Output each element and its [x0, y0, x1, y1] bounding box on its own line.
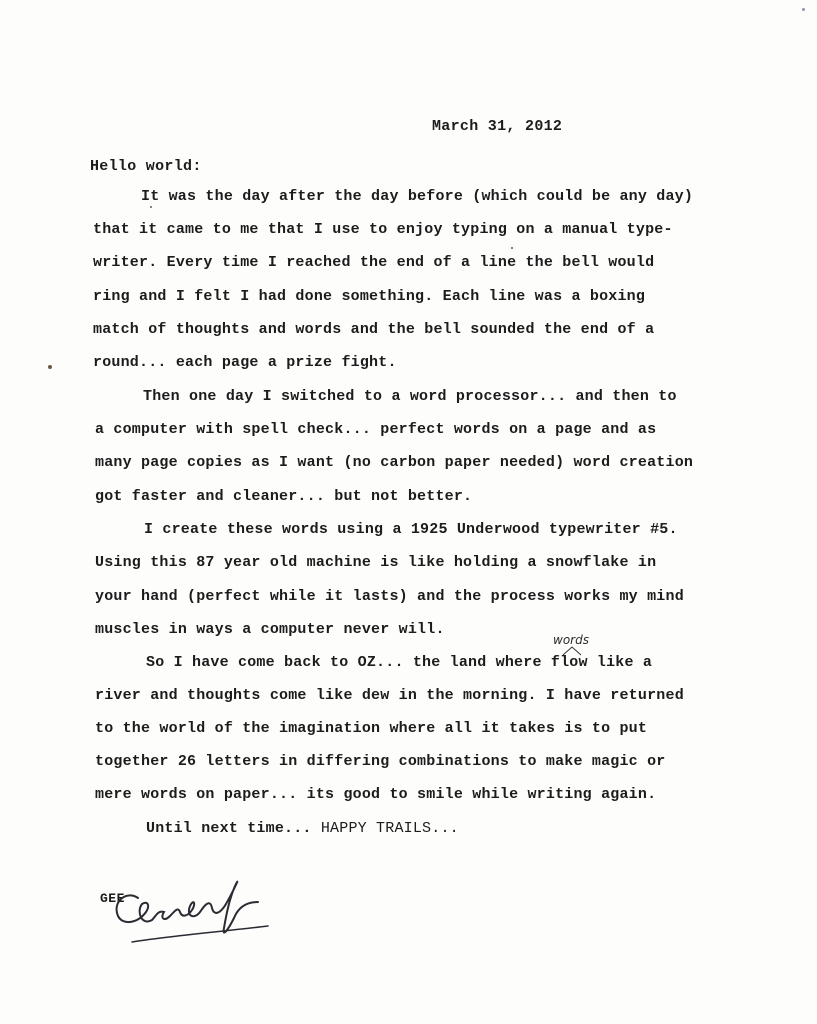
closing-line	[146, 820, 459, 837]
text-line: to the world of the imagination where all it takes is to put	[95, 720, 648, 737]
paper-speck	[511, 247, 513, 249]
text-line: muscles in ways a computer never will.	[95, 621, 445, 638]
closing-lead: Until next time...	[146, 820, 312, 837]
text-line: So I have come back to OZ... the land where flow like a	[146, 654, 653, 671]
handwritten-signature	[108, 868, 278, 958]
text-line: ring and I felt I had done something. Each line was a boxing	[93, 288, 646, 305]
text-line: that it came to me that I use to enjoy typing on a manual type-	[93, 221, 673, 238]
text-line: match of thoughts and words and the bell sounded the end of a	[93, 321, 655, 338]
text-line: together 26 letters in differing combinations to make magic or	[95, 753, 666, 770]
text-line: a computer with spell check... perfect words on a page and as	[95, 421, 657, 438]
text-line: mere words on paper... its good to smile while writing again.	[95, 786, 657, 803]
paper-speck	[802, 8, 805, 11]
text-line: Using this 87 year old machine is like holding a snowflake in	[95, 554, 657, 571]
text-line: It was the day after the day before (which could be any day)	[141, 188, 694, 205]
text-line: many page copies as I want (no carbon paper needed) word creation	[95, 454, 694, 471]
text-line: your hand (perfect while it lasts) and the process works my mind	[95, 588, 684, 605]
text-line: river and thoughts come like dew in the morning. I have returned	[95, 687, 684, 704]
letter-date: March 31, 2012	[432, 118, 563, 135]
greeting: Hello world:	[90, 158, 202, 175]
paper-speck	[150, 206, 152, 208]
closing-tail: HAPPY TRAILS...	[320, 820, 459, 837]
text-line: Then one day I switched to a word processor... and then to	[143, 388, 677, 405]
text-line: writer. Every time I reached the end of a line the bell would	[93, 254, 655, 271]
handwritten-insert: words	[553, 633, 589, 647]
text-line: got faster and cleaner... but not better.	[95, 488, 473, 505]
insert-caret-mark	[561, 646, 583, 656]
text-line: round... each page a prize fight.	[93, 354, 397, 371]
paper-speck	[48, 365, 52, 369]
typist-initials: GEE	[100, 891, 125, 906]
text-line: I create these words using a 1925 Underwood typewriter #5.	[144, 521, 678, 538]
